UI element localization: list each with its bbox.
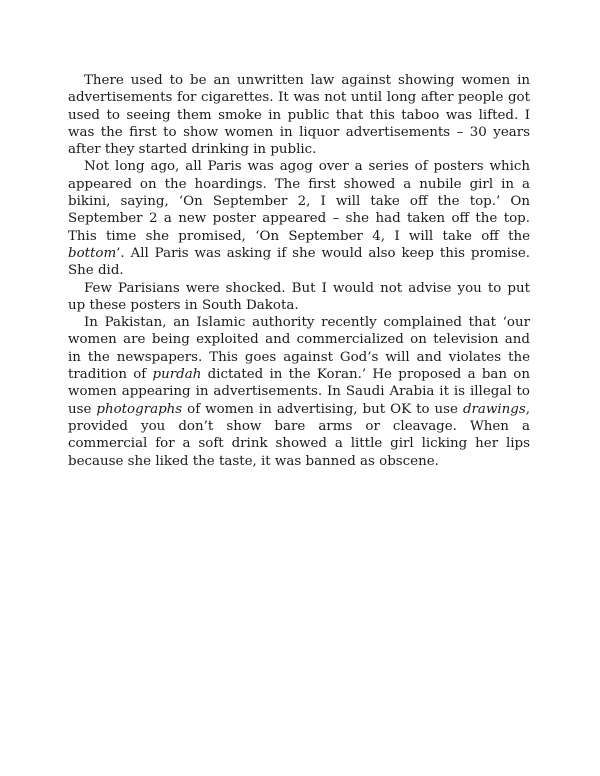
text-run: Not long ago, all Paris was agog over a series of posters which appeared on the hoardings. The first showed a nubile girl in a bikini, saying, ‘On September 2, I will take off the top.’ On September 2 a new poster appeared – she had taken off the top. This time she promised, ‘On September 4, I will take off the	[68, 159, 530, 244]
paragraph	[68, 158, 530, 279]
text-run: ’. All Paris was asking if she would also keep this promise. She did.	[68, 245, 530, 279]
text-run: , provided you don’t show bare arms or cleavage. When a commercial for a soft drink showed a little girl licking her lips because she liked the taste, it was banned as obscene.	[68, 401, 530, 469]
body-text	[68, 72, 530, 470]
paragraph	[68, 314, 530, 470]
paragraph	[68, 280, 530, 315]
emphasis-run: drawings	[462, 401, 526, 417]
text-run: In Pakistan, an Islamic authority recently complained that ‘our women are being exploited and commercialized on television and in the newspapers. This goes against God’s will and violates the tradition of	[68, 315, 530, 383]
emphasis-run: photographs	[96, 401, 183, 417]
emphasis-run: bottom	[68, 245, 117, 261]
emphasis-run: purdah	[152, 367, 202, 383]
text-run: Few Parisians were shocked. But I would not advise you to put up these posters in South Dakota.	[68, 280, 530, 313]
text-run: of women in advertising, but OK to use	[182, 401, 463, 417]
text-run: There used to be an unwritten law against showing women in advertisements for cigarettes. It was not until long after people got used to seeing them smoke in public that this taboo was lifted. I was the first to show women in liquor advertisements – 30 years after they started drinking in public.	[68, 73, 530, 158]
paragraph	[68, 72, 530, 158]
text-run: dictated in the Koran.’ He proposed a ban on women appearing in advertisements. In Saudi Arabia it is illegal to use	[68, 367, 530, 417]
